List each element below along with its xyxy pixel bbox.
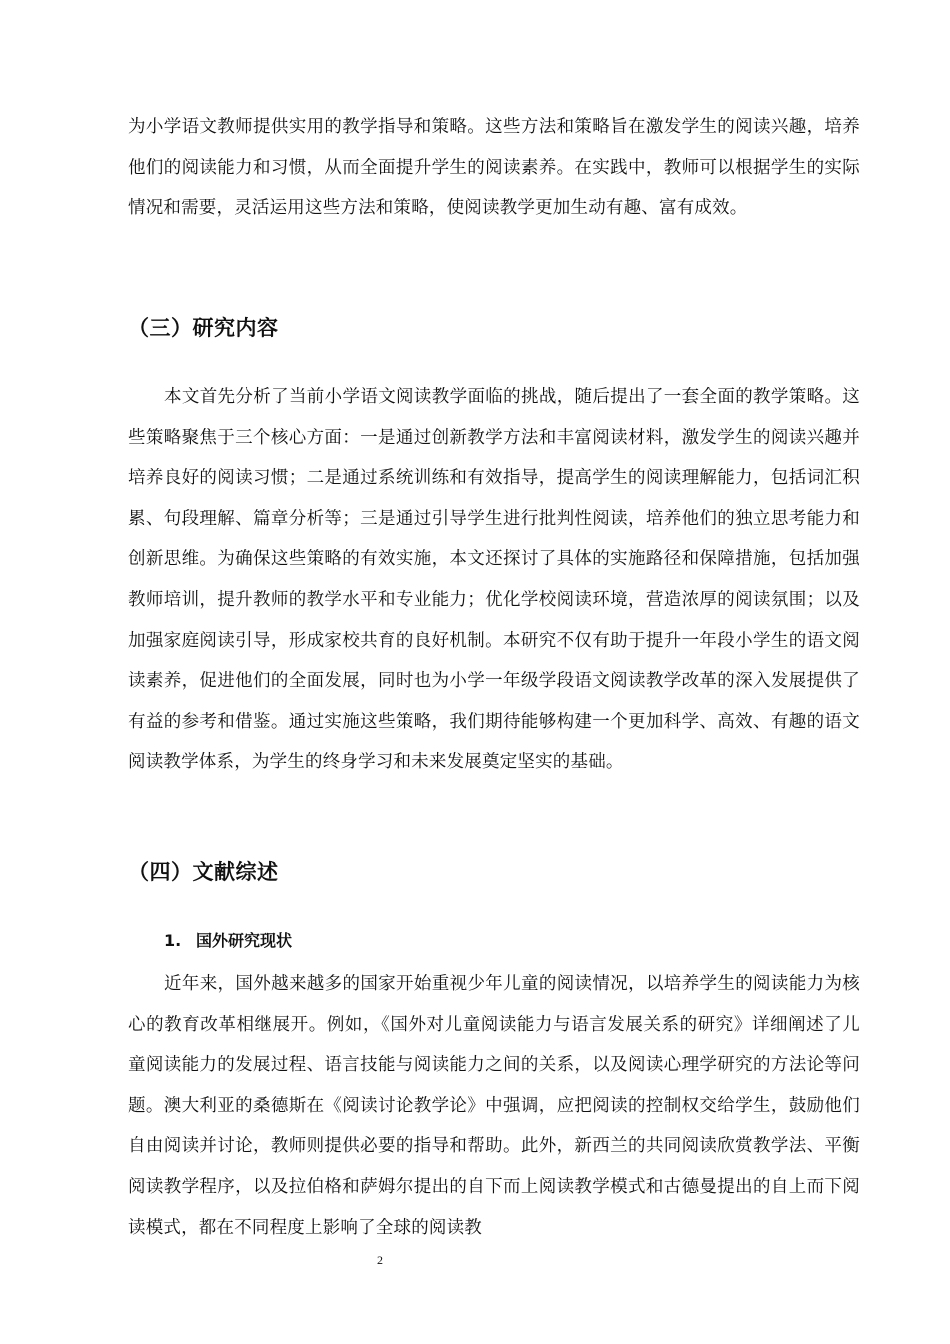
subsection-1-number: 1.: [164, 931, 182, 950]
section-3-heading: （三）研究内容: [128, 316, 279, 340]
section-4-paragraph: 近年来，国外越来越多的国家开始重视少年儿童的阅读情况，以培养学生的阅读能力为核心的教育改革相继展开。例如，《国外对儿童阅读能力与语言发展关系的研究》详细阐述了儿童阅读能力的发展过程、语言技能与阅读能力之间的关系，以及阅读心理学研究的方法论等问题。澳大利亚的桑德斯在《阅读讨论教学论》中强调，应把阅读的控制权交给学生，鼓励他们自由阅读并讨论，教师则提供必要的指导和帮助。此外，新西兰的共同阅读欣赏教学法、平衡阅读教学程序，以及拉伯格和萨姆尔提出的自下而上阅读教学模式和古德曼提出的自上而下阅读模式，都在不同程度上影响了全球的阅读教: [128, 974, 860, 1238]
subsection-1-title: 国外研究现状: [196, 931, 293, 950]
subsection-1-heading: [164, 929, 292, 953]
page-number: 2: [377, 1253, 383, 1267]
section-4-heading: （四）文献综述: [128, 860, 279, 884]
section-3-paragraph: 本文首先分析了当前小学语文阅读教学面临的挑战，随后提出了一套全面的教学策略。这些策略聚焦于三个核心方面：一是通过创新教学方法和丰富阅读材料，激发学生的阅读兴趣并培养良好的阅读习惯；二是通过系统训练和有效指导，提高学生的阅读理解能力，包括词汇积累、句段理解、篇章分析等；三是通过引导学生进行批判性阅读，培养他们的独立思考能力和创新思维。为确保这些策略的有效实施，本文还探讨了具体的实施路径和保障措施，包括加强教师培训，提升教师的教学水平和专业能力；优化学校阅读环境，营造浓厚的阅读氛围；以及加强家庭阅读引导，形成家校共育的良好机制。本研究不仅有助于提升一年段小学生的语文阅读素养，促进他们的全面发展，同时也为小学一年级学段语文阅读教学改革的深入发展提供了有益的参考和借鉴。通过实施这些策略，我们期待能够构建一个更加科学、高效、有趣的语文阅读教学体系，为学生的终身学习和未来发展奠定坚实的基础。: [128, 387, 860, 773]
intro-paragraph: 为小学语文教师提供实用的教学指导和策略。这些方法和策略旨在激发学生的阅读兴趣，培养他们的阅读能力和习惯，从而全面提升学生的阅读素养。在实践中，教师可以根据学生的实际情况和需要，灵活运用这些方法和策略，使阅读教学更加生动有趣、富有成效。: [128, 117, 860, 219]
